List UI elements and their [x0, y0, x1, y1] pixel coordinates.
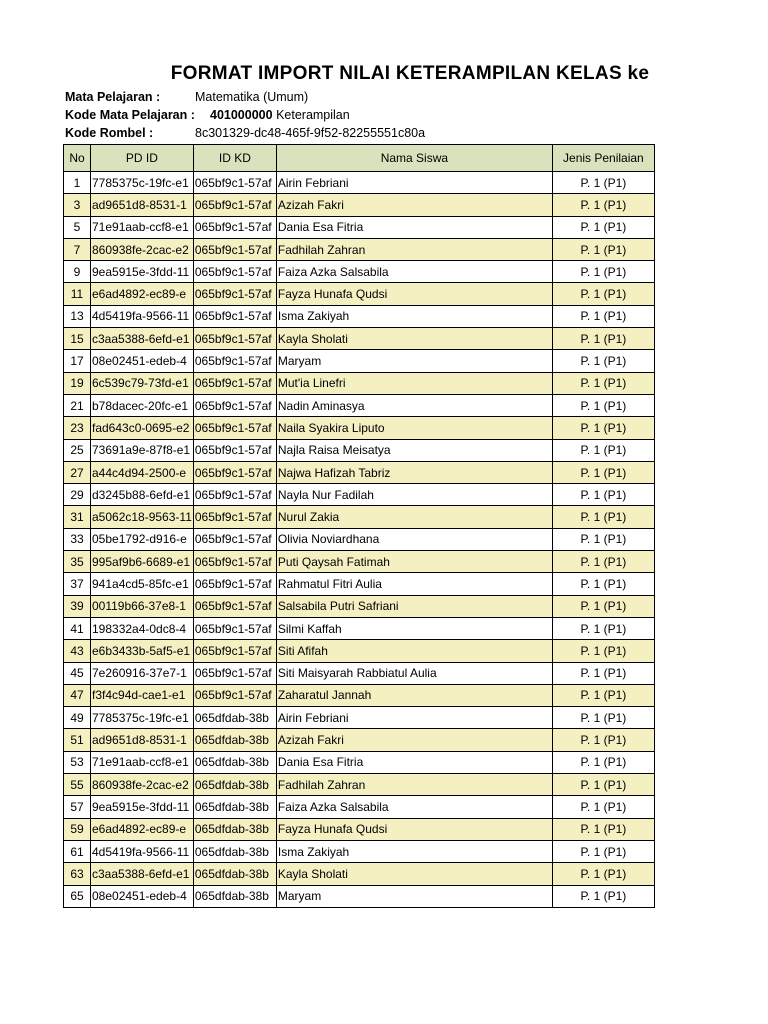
- cell-id-kd[interactable]: 065bf9c1-57af: [193, 640, 276, 662]
- table-row: [64, 617, 655, 639]
- cell-jenis-penilaian[interactable]: P. 1 (P1): [552, 506, 654, 528]
- cell-nama-siswa[interactable]: Olivia Noviardhana: [276, 528, 552, 550]
- cell-pd-id[interactable]: e6b3433b-5af5-e1: [91, 640, 194, 662]
- cell-nama-siswa[interactable]: Naila Syakira Liputo: [276, 417, 552, 439]
- cell-no[interactable]: 37: [64, 573, 91, 595]
- cell-jenis-penilaian[interactable]: P. 1 (P1): [552, 796, 654, 818]
- mata-pelajaran-value: Matematika (Umum): [195, 90, 309, 104]
- cell-nama-siswa[interactable]: Siti Maisyarah Rabbiatul Aulia: [276, 662, 552, 684]
- cell-no[interactable]: 7: [64, 238, 91, 260]
- cell-pd-id[interactable]: 71e91aab-ccf8-e1: [91, 751, 194, 773]
- cell-id-kd[interactable]: 065bf9c1-57af: [193, 439, 276, 461]
- cell-id-kd[interactable]: 065dfdab-38b: [193, 863, 276, 885]
- table-row: [64, 729, 655, 751]
- cell-jenis-penilaian[interactable]: P. 1 (P1): [552, 885, 654, 907]
- cell-jenis-penilaian[interactable]: P. 1 (P1): [552, 617, 654, 639]
- cell-no[interactable]: 5: [64, 216, 91, 238]
- table-row: [64, 283, 655, 305]
- cell-jenis-penilaian[interactable]: P. 1 (P1): [552, 238, 654, 260]
- table-row: [64, 172, 655, 194]
- table-row: [64, 394, 655, 416]
- cell-jenis-penilaian[interactable]: P. 1 (P1): [552, 328, 654, 350]
- cell-pd-id[interactable]: 941a4cd5-85fc-e1: [91, 573, 194, 595]
- cell-jenis-penilaian[interactable]: P. 1 (P1): [552, 551, 654, 573]
- table-row: [64, 774, 655, 796]
- cell-nama-siswa[interactable]: Nadin Aminasya: [276, 394, 552, 416]
- mata-pelajaran-row: [65, 90, 308, 104]
- table-row: [64, 305, 655, 327]
- cell-id-kd[interactable]: 065bf9c1-57af: [193, 551, 276, 573]
- cell-no[interactable]: 61: [64, 840, 91, 862]
- table-row: [64, 662, 655, 684]
- page-title: FORMAT IMPORT NILAI KETERAMPILAN KELAS ke: [170, 63, 650, 84]
- kode-mapel-row: [65, 108, 350, 122]
- cell-no[interactable]: 11: [64, 283, 91, 305]
- cell-no[interactable]: 51: [64, 729, 91, 751]
- cell-no[interactable]: 53: [64, 751, 91, 773]
- cell-id-kd[interactable]: 065bf9c1-57af: [193, 573, 276, 595]
- cell-no[interactable]: 57: [64, 796, 91, 818]
- table-header-row: [64, 145, 655, 172]
- cell-id-kd[interactable]: 065bf9c1-57af: [193, 528, 276, 550]
- table-row: [64, 216, 655, 238]
- table-row: [64, 439, 655, 461]
- cell-nama-siswa[interactable]: Azizah Fakri: [276, 194, 552, 216]
- cell-no[interactable]: 15: [64, 328, 91, 350]
- cell-no[interactable]: 41: [64, 617, 91, 639]
- cell-nama-siswa[interactable]: Salsabila Putri Safriani: [276, 595, 552, 617]
- cell-nama-siswa[interactable]: Najla Raisa Meisatya: [276, 439, 552, 461]
- kode-rombel-value: 8c301329-dc48-465f-9f52-82255551c80a: [195, 126, 426, 140]
- cell-jenis-penilaian[interactable]: P. 1 (P1): [552, 305, 654, 327]
- cell-nama-siswa[interactable]: Kayla Sholati: [276, 863, 552, 885]
- cell-jenis-penilaian[interactable]: P. 1 (P1): [552, 194, 654, 216]
- cell-nama-siswa[interactable]: Fayza Hunafa Qudsi: [276, 818, 552, 840]
- cell-pd-id[interactable]: 860938fe-2cac-e2: [91, 238, 194, 260]
- cell-nama-siswa[interactable]: Isma Zakiyah: [276, 840, 552, 862]
- kode-mapel-text: Keterampilan: [276, 108, 350, 122]
- cell-no[interactable]: 9: [64, 261, 91, 283]
- table-row: [64, 372, 655, 394]
- cell-nama-siswa[interactable]: Nayla Nur Fadilah: [276, 484, 552, 506]
- table-row: [64, 707, 655, 729]
- cell-pd-id[interactable]: 71e91aab-ccf8-e1: [91, 216, 194, 238]
- cell-nama-siswa[interactable]: Najwa Hafizah Tabriz: [276, 461, 552, 483]
- kode-mapel-number: 401000000: [210, 108, 273, 122]
- cell-jenis-penilaian[interactable]: P. 1 (P1): [552, 573, 654, 595]
- cell-nama-siswa[interactable]: Fadhilah Zahran: [276, 238, 552, 260]
- cell-jenis-penilaian[interactable]: P. 1 (P1): [552, 840, 654, 862]
- cell-jenis-penilaian[interactable]: P. 1 (P1): [552, 484, 654, 506]
- cell-jenis-penilaian[interactable]: P. 1 (P1): [552, 595, 654, 617]
- table-row: [64, 796, 655, 818]
- cell-no[interactable]: 25: [64, 439, 91, 461]
- cell-id-kd[interactable]: 065bf9c1-57af: [193, 305, 276, 327]
- cell-pd-id[interactable]: 73691a9e-87f8-e1: [91, 439, 194, 461]
- cell-jenis-penilaian[interactable]: P. 1 (P1): [552, 528, 654, 550]
- cell-pd-id[interactable]: 7785375c-19fc-e1: [91, 707, 194, 729]
- cell-no[interactable]: 1: [64, 172, 91, 194]
- cell-nama-siswa[interactable]: Isma Zakiyah: [276, 305, 552, 327]
- table-row: [64, 751, 655, 773]
- cell-no[interactable]: 17: [64, 350, 91, 372]
- cell-no[interactable]: 47: [64, 684, 91, 706]
- cell-id-kd[interactable]: 065bf9c1-57af: [193, 461, 276, 483]
- table-row: [64, 863, 655, 885]
- table-row: [64, 484, 655, 506]
- cell-id-kd[interactable]: 065dfdab-38b: [193, 885, 276, 907]
- cell-jenis-penilaian[interactable]: P. 1 (P1): [552, 417, 654, 439]
- cell-no[interactable]: 13: [64, 305, 91, 327]
- cell-nama-siswa[interactable]: Puti Qaysah Fatimah: [276, 551, 552, 573]
- cell-id-kd[interactable]: 065bf9c1-57af: [193, 595, 276, 617]
- cell-nama-siswa[interactable]: Airin Febriani: [276, 172, 552, 194]
- cell-pd-id[interactable]: 05be1792-d916-e: [91, 528, 194, 550]
- table-row: [64, 506, 655, 528]
- cell-nama-siswa[interactable]: Dania Esa Fitria: [276, 751, 552, 773]
- cell-pd-id[interactable]: 7e260916-37e7-1: [91, 662, 194, 684]
- cell-pd-id[interactable]: 198332a4-0dc8-4: [91, 617, 194, 639]
- kode-rombel-label: Kode Rombel :: [65, 126, 154, 140]
- cell-pd-id[interactable]: e6ad4892-ec89-e: [91, 283, 194, 305]
- cell-jenis-penilaian[interactable]: P. 1 (P1): [552, 283, 654, 305]
- cell-pd-id[interactable]: 9ea5915e-3fdd-11: [91, 796, 194, 818]
- cell-id-kd[interactable]: 065dfdab-38b: [193, 751, 276, 773]
- cell-nama-siswa[interactable]: Faiza Azka Salsabila: [276, 796, 552, 818]
- header-nama-siswa: Nama Siswa: [276, 145, 552, 172]
- cell-pd-id[interactable]: 9ea5915e-3fdd-11: [91, 261, 194, 283]
- cell-jenis-penilaian[interactable]: P. 1 (P1): [552, 707, 654, 729]
- cell-jenis-penilaian[interactable]: P. 1 (P1): [552, 640, 654, 662]
- cell-id-kd[interactable]: 065bf9c1-57af: [193, 238, 276, 260]
- cell-id-kd[interactable]: 065bf9c1-57af: [193, 261, 276, 283]
- cell-nama-siswa[interactable]: Mut'ia Linefri: [276, 372, 552, 394]
- table-row: [64, 238, 655, 260]
- table-row: [64, 417, 655, 439]
- cell-pd-id[interactable]: f3f4c94d-cae1-e1: [91, 684, 194, 706]
- cell-id-kd[interactable]: 065dfdab-38b: [193, 774, 276, 796]
- cell-id-kd[interactable]: 065bf9c1-57af: [193, 372, 276, 394]
- cell-jenis-penilaian[interactable]: P. 1 (P1): [552, 439, 654, 461]
- cell-jenis-penilaian[interactable]: P. 1 (P1): [552, 818, 654, 840]
- cell-pd-id[interactable]: e6ad4892-ec89-e: [91, 818, 194, 840]
- cell-pd-id[interactable]: ad9651d8-8531-1: [91, 729, 194, 751]
- cell-no[interactable]: 21: [64, 394, 91, 416]
- cell-id-kd[interactable]: 065bf9c1-57af: [193, 617, 276, 639]
- cell-pd-id[interactable]: 00119b66-37e8-1: [91, 595, 194, 617]
- cell-id-kd[interactable]: 065bf9c1-57af: [193, 194, 276, 216]
- cell-pd-id[interactable]: 860938fe-2cac-e2: [91, 774, 194, 796]
- cell-id-kd[interactable]: 065bf9c1-57af: [193, 484, 276, 506]
- cell-id-kd[interactable]: 065bf9c1-57af: [193, 172, 276, 194]
- cell-nama-siswa[interactable]: Zaharatul Jannah: [276, 684, 552, 706]
- cell-jenis-penilaian[interactable]: P. 1 (P1): [552, 216, 654, 238]
- cell-no[interactable]: 43: [64, 640, 91, 662]
- kode-mapel-label: Kode Mata Pelajaran :: [65, 108, 195, 122]
- cell-pd-id[interactable]: 4d5419fa-9566-11: [91, 840, 194, 862]
- cell-no[interactable]: 63: [64, 863, 91, 885]
- cell-no[interactable]: 29: [64, 484, 91, 506]
- cell-id-kd[interactable]: 065dfdab-38b: [193, 840, 276, 862]
- table-row: [64, 461, 655, 483]
- cell-nama-siswa[interactable]: Rahmatul Fitri Aulia: [276, 573, 552, 595]
- header-id-kd: ID KD: [193, 145, 276, 172]
- cell-id-kd[interactable]: 065dfdab-38b: [193, 818, 276, 840]
- cell-no[interactable]: 23: [64, 417, 91, 439]
- table-row: [64, 818, 655, 840]
- cell-jenis-penilaian[interactable]: P. 1 (P1): [552, 394, 654, 416]
- cell-no[interactable]: 65: [64, 885, 91, 907]
- cell-no[interactable]: 27: [64, 461, 91, 483]
- cell-pd-id[interactable]: c3aa5388-6efd-e1: [91, 863, 194, 885]
- nilai-table: [63, 144, 655, 908]
- cell-pd-id[interactable]: 995af9b6-6689-e1: [91, 551, 194, 573]
- cell-no[interactable]: 39: [64, 595, 91, 617]
- cell-jenis-penilaian[interactable]: P. 1 (P1): [552, 172, 654, 194]
- cell-nama-siswa[interactable]: Dania Esa Fitria: [276, 216, 552, 238]
- cell-pd-id[interactable]: 6c539c79-73fd-e1: [91, 372, 194, 394]
- table-row: [64, 885, 655, 907]
- table-row: [64, 573, 655, 595]
- mata-pelajaran-label: Mata Pelajaran :: [65, 90, 161, 104]
- cell-id-kd[interactable]: 065bf9c1-57af: [193, 506, 276, 528]
- header-no: No: [64, 145, 91, 172]
- cell-nama-siswa[interactable]: Maryam: [276, 350, 552, 372]
- cell-pd-id[interactable]: a44c4d94-2500-e: [91, 461, 194, 483]
- cell-pd-id[interactable]: a5062c18-9563-11: [91, 506, 194, 528]
- table-row: [64, 194, 655, 216]
- cell-id-kd[interactable]: 065bf9c1-57af: [193, 684, 276, 706]
- cell-jenis-penilaian[interactable]: P. 1 (P1): [552, 461, 654, 483]
- cell-jenis-penilaian[interactable]: P. 1 (P1): [552, 863, 654, 885]
- cell-id-kd[interactable]: 065dfdab-38b: [193, 707, 276, 729]
- cell-jenis-penilaian[interactable]: P. 1 (P1): [552, 729, 654, 751]
- cell-pd-id[interactable]: 7785375c-19fc-e1: [91, 172, 194, 194]
- cell-id-kd[interactable]: 065bf9c1-57af: [193, 417, 276, 439]
- cell-jenis-penilaian[interactable]: P. 1 (P1): [552, 751, 654, 773]
- cell-no[interactable]: 45: [64, 662, 91, 684]
- cell-jenis-penilaian[interactable]: P. 1 (P1): [552, 261, 654, 283]
- cell-id-kd[interactable]: 065bf9c1-57af: [193, 283, 276, 305]
- cell-jenis-penilaian[interactable]: P. 1 (P1): [552, 662, 654, 684]
- cell-no[interactable]: 31: [64, 506, 91, 528]
- cell-id-kd[interactable]: 065dfdab-38b: [193, 729, 276, 751]
- cell-nama-siswa[interactable]: Airin Febriani: [276, 707, 552, 729]
- cell-no[interactable]: 3: [64, 194, 91, 216]
- cell-pd-id[interactable]: 08e02451-edeb-4: [91, 350, 194, 372]
- cell-pd-id[interactable]: c3aa5388-6efd-e1: [91, 328, 194, 350]
- cell-nama-siswa[interactable]: Maryam: [276, 885, 552, 907]
- table-row: [64, 840, 655, 862]
- table-row: [64, 595, 655, 617]
- cell-no[interactable]: 19: [64, 372, 91, 394]
- cell-jenis-penilaian[interactable]: P. 1 (P1): [552, 372, 654, 394]
- table-row: [64, 261, 655, 283]
- cell-pd-id[interactable]: ad9651d8-8531-1: [91, 194, 194, 216]
- cell-pd-id[interactable]: 4d5419fa-9566-11: [91, 305, 194, 327]
- table-row: [64, 684, 655, 706]
- table-row: [64, 328, 655, 350]
- cell-nama-siswa[interactable]: Fayza Hunafa Qudsi: [276, 283, 552, 305]
- table-row: [64, 528, 655, 550]
- cell-pd-id[interactable]: b78dacec-20fc-e1: [91, 394, 194, 416]
- cell-id-kd[interactable]: 065dfdab-38b: [193, 796, 276, 818]
- cell-id-kd[interactable]: 065bf9c1-57af: [193, 216, 276, 238]
- cell-no[interactable]: 55: [64, 774, 91, 796]
- cell-nama-siswa[interactable]: Fadhilah Zahran: [276, 774, 552, 796]
- header-jenis-penilaian: Jenis Penilaian: [552, 145, 654, 172]
- cell-no[interactable]: 33: [64, 528, 91, 550]
- cell-pd-id[interactable]: 08e02451-edeb-4: [91, 885, 194, 907]
- table-row: [64, 350, 655, 372]
- cell-id-kd[interactable]: 065bf9c1-57af: [193, 350, 276, 372]
- cell-no[interactable]: 49: [64, 707, 91, 729]
- cell-nama-siswa[interactable]: Azizah Fakri: [276, 729, 552, 751]
- cell-jenis-penilaian[interactable]: P. 1 (P1): [552, 774, 654, 796]
- cell-nama-siswa[interactable]: Kayla Sholati: [276, 328, 552, 350]
- cell-id-kd[interactable]: 065bf9c1-57af: [193, 328, 276, 350]
- header-pd-id: PD ID: [91, 145, 194, 172]
- cell-no[interactable]: 35: [64, 551, 91, 573]
- cell-pd-id[interactable]: d3245b88-6efd-e1: [91, 484, 194, 506]
- cell-nama-siswa[interactable]: Silmi Kaffah: [276, 617, 552, 639]
- cell-pd-id[interactable]: fad643c0-0695-e2: [91, 417, 194, 439]
- cell-jenis-penilaian[interactable]: P. 1 (P1): [552, 350, 654, 372]
- table-row: [64, 640, 655, 662]
- kode-rombel-row: [65, 126, 425, 140]
- cell-nama-siswa[interactable]: Nurul Zakia: [276, 506, 552, 528]
- cell-no[interactable]: 59: [64, 818, 91, 840]
- cell-id-kd[interactable]: 065bf9c1-57af: [193, 662, 276, 684]
- table-row: [64, 551, 655, 573]
- cell-jenis-penilaian[interactable]: P. 1 (P1): [552, 684, 654, 706]
- cell-nama-siswa[interactable]: Siti Afifah: [276, 640, 552, 662]
- cell-nama-siswa[interactable]: Faiza Azka Salsabila: [276, 261, 552, 283]
- cell-id-kd[interactable]: 065bf9c1-57af: [193, 394, 276, 416]
